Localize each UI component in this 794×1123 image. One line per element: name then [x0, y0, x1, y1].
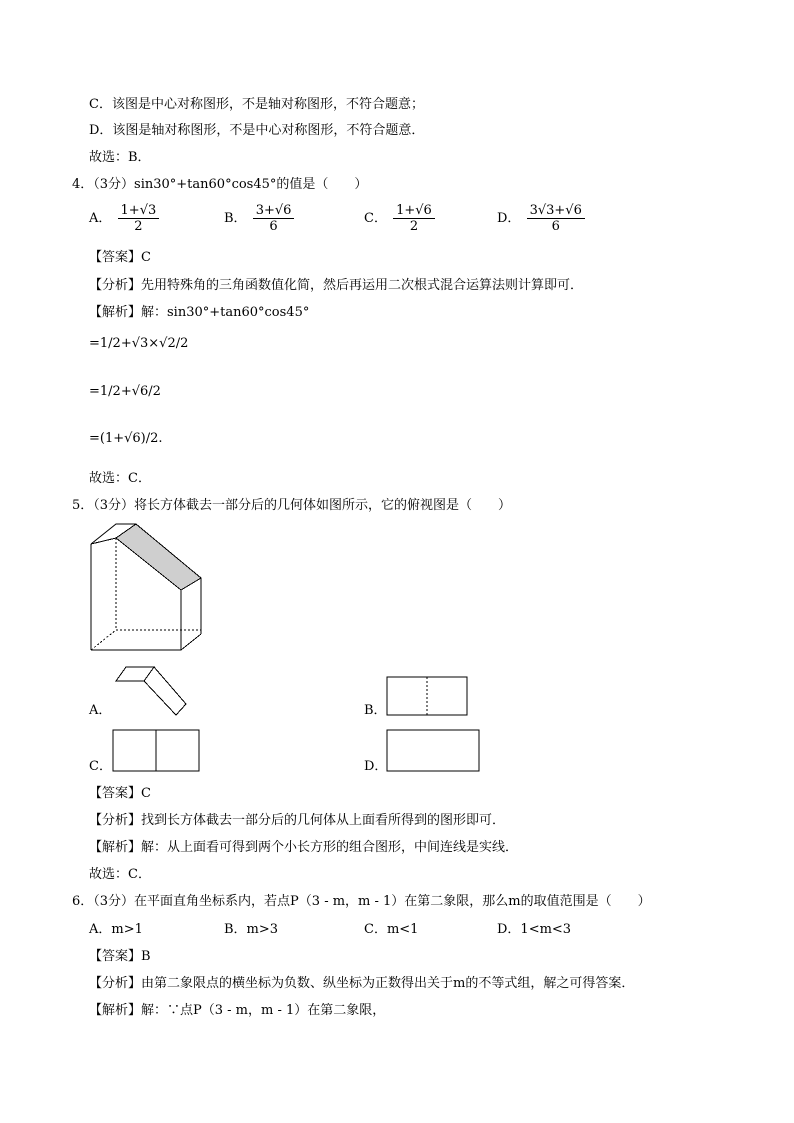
q5-bottom-right-edge	[181, 634, 201, 650]
q5-option-a-right-shape	[144, 667, 186, 715]
q6-option-a: A．m>1	[89, 922, 143, 937]
q4-option-c-numerator: 1+√6	[393, 203, 435, 219]
q4-option-c	[364, 203, 437, 235]
q5-option-a-figure	[114, 664, 190, 718]
q4-option-a	[89, 203, 161, 235]
q4-step-1: =1/2+√3×√2/2	[89, 336, 189, 351]
q5-solution: 【解析】解：从上面看可得到两个小长方形的组合图形，中间连线是实线．	[89, 840, 519, 855]
q5-option-c-label: C．	[89, 759, 112, 774]
q3-option-c-explanation: C．该图是中心对称图形，不是轴对称图形，不符合题意；	[89, 97, 424, 112]
q5-option-a-left-shape	[116, 667, 154, 681]
q6-option-c: C．m<1	[364, 922, 419, 937]
q5-option-c-figure	[112, 729, 202, 774]
q4-step-2: =1/2+√6/2	[89, 384, 161, 399]
q4-option-a-fraction	[118, 203, 160, 234]
q4-choice: 故选：C．	[89, 471, 151, 486]
q4-option-a-denominator: 2	[134, 219, 143, 234]
q5-solid-figure	[86, 520, 211, 660]
q4-option-d-denominator: 6	[551, 219, 560, 234]
q6-solution: 【解析】解：∵点P（3 - m，m - 1）在第二象限，	[89, 1003, 386, 1018]
q4-option-a-label: A．	[89, 211, 112, 226]
q4-option-b-fraction	[253, 203, 295, 234]
q5-hidden-diagonal-edge	[91, 630, 116, 650]
q4-option-b	[224, 203, 296, 235]
q6-answer: 【答案】B	[89, 949, 151, 964]
q5-option-a-label: A．	[89, 703, 112, 718]
q4-option-c-denominator: 2	[409, 219, 419, 234]
q6-option-d: D．1<m<3	[497, 922, 572, 937]
q5-option-d-label: D．	[364, 759, 388, 774]
q4-option-b-denominator: 6	[269, 219, 278, 234]
q4-option-d-numerator: 3√3+√6	[527, 203, 585, 219]
q6-stem: 6．（3分）在平面直角坐标系内，若点P（3 - m，m - 1）在第二象限，那么m的取值范围是（ ）	[72, 894, 651, 909]
q6-analysis: 【分析】由第二象限点的横坐标为负数、纵坐标为正数得出关于m的不等式组，解之可得答案．	[89, 976, 635, 991]
q4-step-3: =(1+√6)/2.	[89, 431, 163, 446]
q5-answer: 【答案】C	[89, 786, 151, 801]
q5-cut-face	[116, 524, 201, 590]
q4-analysis: 【分析】先用特殊角的三角函数值化简，然后再运用二次根式混合运算法则计算即可．	[89, 278, 584, 293]
q4-option-a-numerator: 1+√3	[118, 203, 160, 219]
q3-option-d-explanation: D．该图是轴对称图形，不是中心对称图形，不符合题意．	[89, 123, 425, 138]
q5-option-d-figure	[386, 729, 482, 774]
q5-option-b-figure	[386, 676, 470, 718]
q4-option-d-label: D．	[497, 211, 521, 226]
q4-option-b-label: B．	[224, 211, 247, 226]
q5-stem: 5．（3分）将长方体截去一部分后的几何体如图所示，它的俯视图是（ ）	[72, 498, 512, 513]
q4-option-d	[497, 203, 587, 235]
q6-option-b: B．m>3	[224, 922, 279, 937]
q5-option-d-rectangle	[387, 730, 479, 771]
q5-analysis: 【分析】找到长方体截去一部分后的几何体从上面看所得到的图形即可．	[89, 813, 506, 828]
q5-option-b-label: B．	[364, 703, 387, 718]
q5-choice: 故选：C．	[89, 867, 151, 882]
q4-answer: 【答案】C	[89, 250, 151, 265]
q4-option-c-fraction	[393, 203, 435, 234]
q4-option-d-fraction	[527, 203, 585, 234]
q4-option-c-label: C．	[364, 211, 387, 226]
q3-choice: 故选：B．	[89, 150, 151, 165]
q4-option-b-numerator: 3+√6	[253, 203, 295, 219]
q4-solution-head: 【解析】解：sin30°+tan60°cos45°	[89, 305, 310, 320]
q4-stem: 4．（3分）sin30°+tan60°cos45°的值是（ ）	[72, 177, 368, 192]
